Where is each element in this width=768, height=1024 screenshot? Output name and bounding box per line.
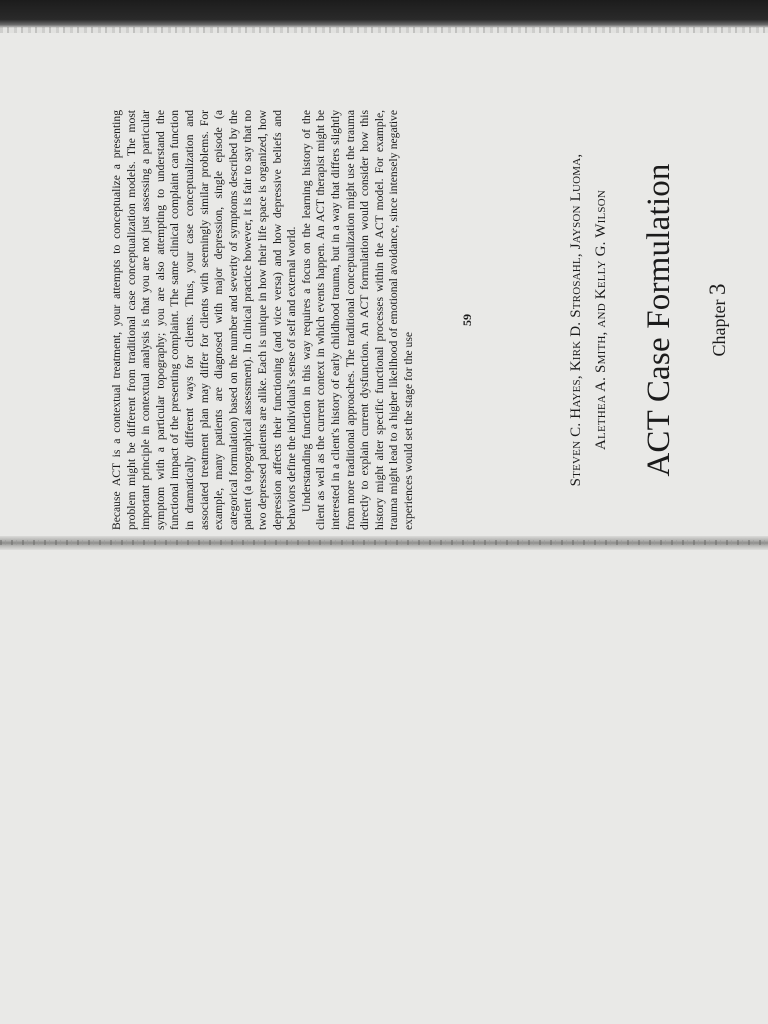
scanner-edge bbox=[0, 0, 768, 28]
chapter-title: ACT Case Formulation bbox=[641, 163, 677, 477]
chapter-word: Chapter bbox=[709, 299, 729, 357]
author-list bbox=[564, 110, 614, 530]
chapter-label bbox=[705, 90, 730, 550]
author-line-1: Steven C. Hayes, Kirk D. Strosahl, Jayson Luoma, bbox=[568, 153, 584, 487]
book-page bbox=[108, 90, 768, 550]
author-line-2: Alethea A. Smith, and Kelly G. Wilson bbox=[593, 190, 609, 450]
body-text bbox=[110, 110, 416, 530]
page-number: 59 bbox=[460, 314, 474, 326]
chapter-number: 3 bbox=[705, 283, 730, 296]
body-paragraph-2: Understanding function in this way requires a focus on the learning history of the client as well as the current context in which events happen. An ACT therapist might be interested in a client's history of early childhood trauma, but in a way that differs slightly from more traditional approaches. The traditional conceptualization might use the trauma directly to explain current dysfunction. An ACT formulation would consider how this history might alter specific functional processes within the ACT model. For example, trauma might lead to a higher likelihood of emotional avoidance, since intensely negative experiences would set the stage for the use bbox=[299, 110, 415, 530]
scanner-noise bbox=[0, 27, 768, 33]
body-paragraph-1: Because ACT is a contextual treatment, your attempts to conceptualize a presenting problem might be different from traditional case conceptualization models. The most important principle in contextual analysis is that you are not just assessing a particular symptom with a particular topography; you are also attempting to understand the functional impact of the presenting complaint. The same clinical complaint can function in dramatically different ways for clients. Thus, your case conceptualization and associated treatment plan may differ for clients with seemingly similar problems. For example, many patients are diagnosed with major depression, single episode (a categorical formulation) based on the number and severity of symptoms described by the patient (a topographical assessment). In clinical practice however, it is fair to say that no two depressed patients are alike. Each is unique in how their life space is organized, how depression affects their functioning (and vice versa) and how depressive beliefs and behaviors define the individual's sense of self and external world. bbox=[110, 110, 299, 530]
